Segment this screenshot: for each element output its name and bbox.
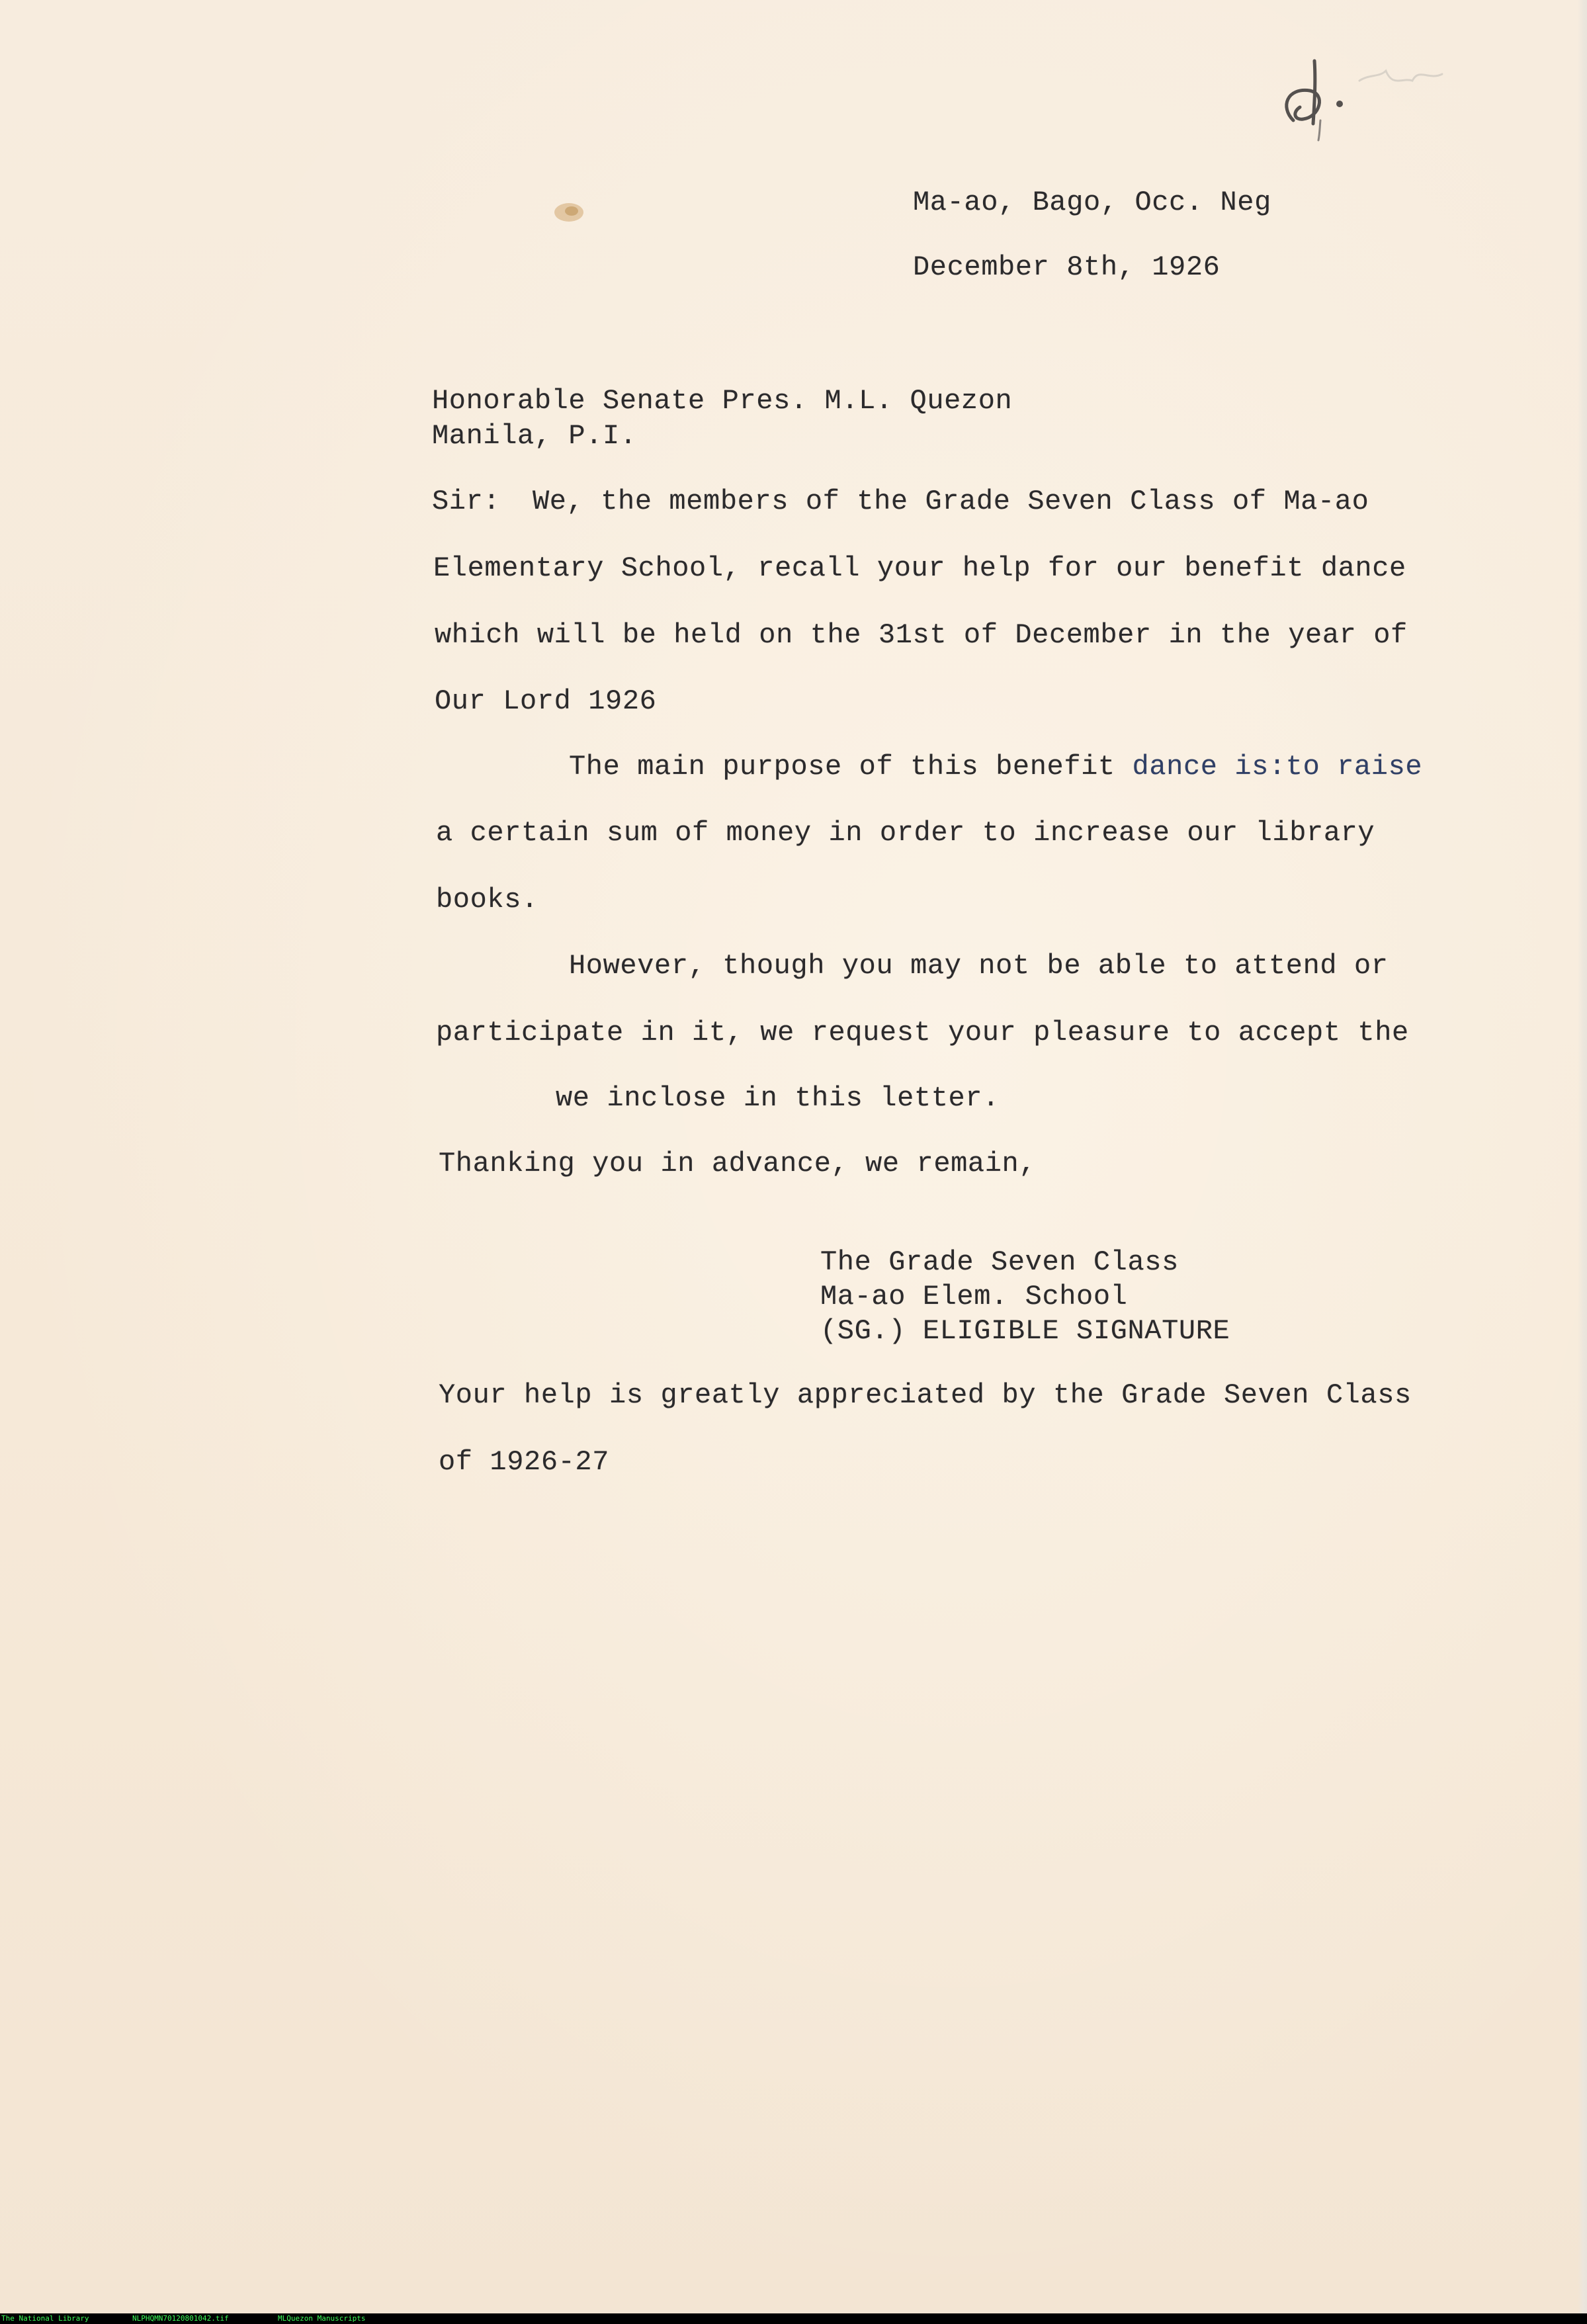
- postscript-line: Your help is greatly appreciated by the Grade Seven Class: [439, 1379, 1412, 1411]
- paragraph-line: participate in it, we request your pleasure to accept the: [436, 1017, 1409, 1049]
- body-line: We, the members of the Grade Seven Class of Ma-ao: [533, 486, 1369, 517]
- paragraph-text-darker: dance is:to raise: [1132, 751, 1423, 783]
- footer-file-id: NLPHQMN70120801042.tif: [132, 2314, 229, 2323]
- closing-line: Thanking you in advance, we remain,: [439, 1148, 1037, 1180]
- footer-collection: MLQuezon Manuscripts: [278, 2314, 366, 2323]
- body-line: Our Lord 1926: [435, 685, 657, 717]
- recipient-name: Honorable Senate Pres. M.L. Quezon: [432, 385, 1013, 417]
- paragraph-line: we inclose in this letter.: [556, 1082, 1000, 1114]
- signature-line: (SG.) ELIGIBLE SIGNATURE: [820, 1315, 1230, 1347]
- postscript-line: of 1926-27: [439, 1446, 610, 1478]
- handwritten-mark: [1254, 41, 1465, 147]
- letter-place: Ma-ao, Bago, Occ. Neg: [913, 187, 1271, 218]
- paragraph-text: The main purpose of this benefit: [569, 751, 1133, 783]
- signature-line: The Grade Seven Class: [820, 1246, 1179, 1278]
- salutation: Sir:: [432, 486, 501, 517]
- scan-footer: [0, 2313, 1587, 2324]
- footer-library: The National Library: [1, 2314, 89, 2323]
- paragraph-line: a certain sum of money in order to increase our library: [436, 817, 1375, 849]
- body-line: which will be held on the 31st of December in the year of: [435, 619, 1408, 651]
- body-line: Elementary School, recall your help for our benefit dance: [433, 552, 1406, 584]
- signature-line: Ma-ao Elem. School: [820, 1281, 1128, 1313]
- letter-date: December 8th, 1926: [913, 251, 1221, 283]
- recipient-address: Manila, P.I.: [432, 420, 637, 452]
- paragraph-line: books.: [436, 884, 538, 916]
- paragraph-line: [569, 751, 1422, 783]
- paragraph-line: However, though you may not be able to attend or: [569, 950, 1389, 982]
- paper-stain: [542, 189, 595, 228]
